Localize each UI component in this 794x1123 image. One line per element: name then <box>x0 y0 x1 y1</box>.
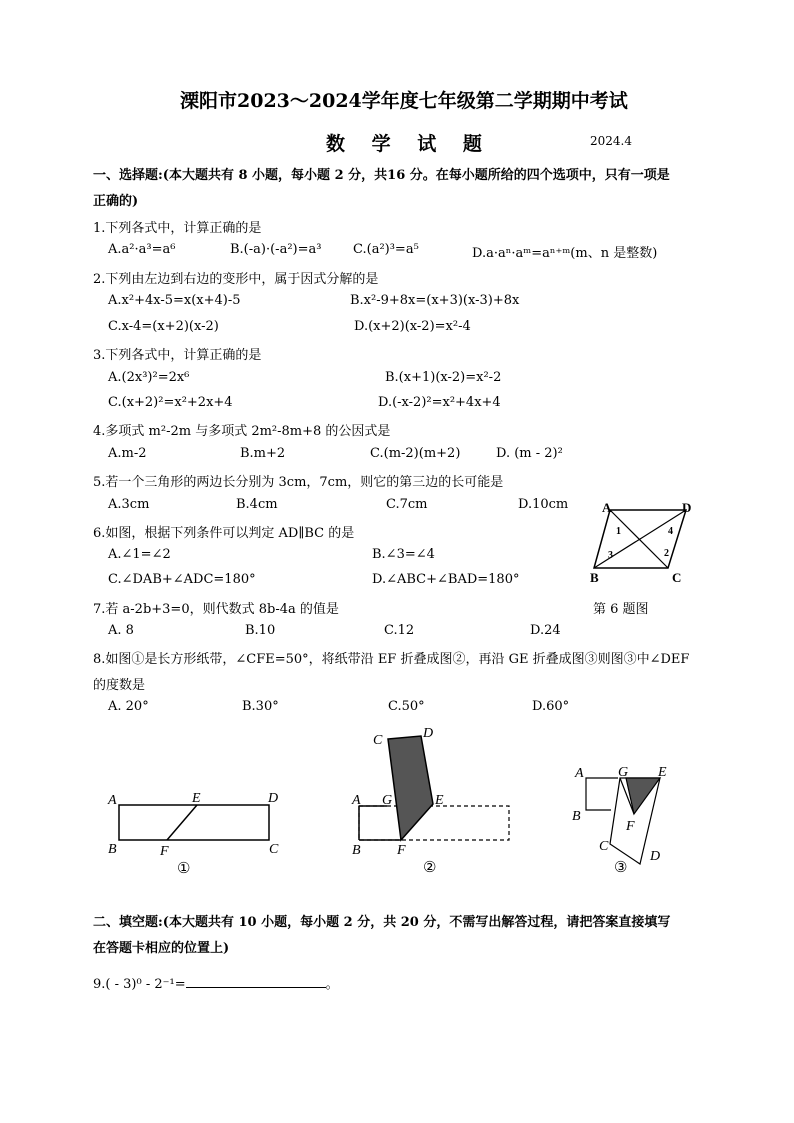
q3-option-d: D.(-x-2)²=x²+4x+4 <box>378 395 501 410</box>
q8-stem-cont: 的度数是 <box>93 678 146 693</box>
q5-option-d: D.10cm <box>518 497 569 512</box>
q6-option-c: C.∠DAB+∠ADC=180° <box>108 572 256 587</box>
fold-line-ef <box>167 805 197 840</box>
section1-heading: 一、选择题:(本大题共有 8 小题，每小题 2 分，共16 分。在每小题所给的四个选项中，只有一项是 <box>93 168 670 183</box>
q8-stem: 8.如图①是长方形纸带，∠CFE=50°，将纸带沿 EF 折叠成图②，再沿 GE 折叠成图③则图③中∠DEF <box>93 652 690 667</box>
q1-option-d: D.a·aⁿ·aᵐ=aⁿ⁺ᵐ(m、n 是整数) <box>472 246 658 261</box>
fig1-label-d: D <box>268 791 279 806</box>
q6-option-b: B.∠3=∠4 <box>372 547 435 562</box>
fig2-label-c: C <box>373 733 383 748</box>
q2-option-a: A.x²+4x-5=x(x+4)-5 <box>108 293 241 308</box>
q8-option-d: D.60° <box>532 699 570 714</box>
q8-option-a: A. 20° <box>108 699 149 714</box>
fig2-label-e: E <box>435 793 444 808</box>
q6-angle-3: 3 <box>608 550 613 561</box>
q1-stem: 1.下列各式中，计算正确的是 <box>93 221 262 236</box>
q6-label-c: C <box>672 570 682 585</box>
q8-option-b: B.30° <box>242 699 279 714</box>
fig2-label-a: A <box>352 793 361 808</box>
section2-heading-cont: 在答题卡相应的位置上) <box>93 941 230 956</box>
q2-option-b: B.x²-9+8x=(x+3)(x-3)+8x <box>350 293 520 308</box>
q6-label-d: D <box>682 500 692 515</box>
q6-stem: 6.如图，根据下列条件可以判定 AD∥BC 的是 <box>93 526 355 541</box>
q6-label-a: A <box>602 500 612 515</box>
q1-option-a: A.a²·a³=a⁶ <box>108 242 176 257</box>
q5-option-b: B.4cm <box>236 497 278 512</box>
exam-title: 溧阳市2023～2024学年度七年级第二学期期中考试 <box>180 90 628 112</box>
q7-option-d: D.24 <box>530 623 561 638</box>
q2-option-c: C.x-4=(x+2)(x-2) <box>108 319 219 334</box>
q3-option-c: C.(x+2)²=x²+2x+4 <box>108 395 233 410</box>
fig1-label-b: B <box>108 842 117 857</box>
fig3-label-a: A <box>575 766 584 781</box>
q4-option-d: D. (m - 2)² <box>496 446 563 461</box>
q5-option-c: C.7cm <box>386 497 428 512</box>
q9-answer-blank[interactable] <box>186 975 326 988</box>
paper-strip <box>119 805 269 840</box>
q6-angle-1: 1 <box>616 526 621 537</box>
q8-figure-1 <box>105 785 295 880</box>
q1-option-c: C.(a²)³=a⁵ <box>353 242 419 257</box>
q8-option-c: C.50° <box>388 699 425 714</box>
q6-figure-caption: 第 6 题图 <box>593 602 649 617</box>
fig3-label-b: B <box>572 809 581 824</box>
fig3-number: ③ <box>614 860 628 876</box>
q5-option-a: A.3cm <box>108 497 150 512</box>
fig3-label-e: E <box>658 765 667 780</box>
fig2-label-d: D <box>423 726 434 741</box>
q7-stem: 7.若 a-2b+3=0，则代数式 8b-4a 的值是 <box>93 602 339 617</box>
fig3-label-f: F <box>626 819 635 834</box>
q6-label-b: B <box>590 570 599 585</box>
fig2-label-b: B <box>352 843 361 858</box>
q9-end: 。 <box>325 977 339 992</box>
q6-angle-4: 4 <box>668 526 673 537</box>
q6-option-d: D.∠ABC+∠BAD=180° <box>372 572 520 587</box>
q3-option-b: B.(x+1)(x-2)=x²-2 <box>385 370 502 385</box>
q6-figure <box>590 498 700 588</box>
fig2-number: ② <box>423 860 437 876</box>
strip-outline-dashed <box>359 806 509 840</box>
q6-option-a: A.∠1=∠2 <box>108 547 171 562</box>
fig1-label-a: A <box>108 793 117 808</box>
fig3-label-g: G <box>618 765 629 780</box>
q9-stem: 9.( - 3)⁰ - 2⁻¹= <box>93 977 186 992</box>
q8-figure-3 <box>568 762 698 880</box>
q4-stem: 4.多项式 m²-2m 与多项式 2m²-8m+8 的公因式是 <box>93 424 391 439</box>
fig3-label-c: C <box>599 839 609 854</box>
strip-remnant <box>586 778 618 810</box>
q1-option-b: B.(-a)·(-a²)=a³ <box>230 242 322 257</box>
fig1-label-c: C <box>269 842 279 857</box>
q2-option-d: D.(x+2)(x-2)=x²-4 <box>354 319 471 334</box>
exam-date: 2024.4 <box>590 134 632 148</box>
q6-angle-2: 2 <box>664 548 669 559</box>
q7-option-a: A. 8 <box>108 623 134 638</box>
q8-figure-2 <box>345 722 515 880</box>
fig1-label-e: E <box>192 791 201 806</box>
section2-heading: 二、填空题:(本大题共有 10 小题，每小题 2 分，共 20 分，不需写出解答过程，请把答案直接填写 <box>93 915 671 930</box>
fig1-number: ① <box>177 861 191 877</box>
q4-option-b: B.m+2 <box>240 446 286 461</box>
q2-stem: 2.下列由左边到右边的变形中，属于因式分解的是 <box>93 272 379 287</box>
q4-option-a: A.m-2 <box>108 446 147 461</box>
fig2-label-f: F <box>397 843 406 858</box>
folded-part <box>388 736 433 840</box>
page-subtitle: 数 学 试 题 <box>326 133 492 155</box>
q5-stem: 5.若一个三角形的两边长分别为 3cm，7cm，则它的第三边的长可能是 <box>93 475 504 490</box>
q4-option-c: C.(m-2)(m+2) <box>370 446 461 461</box>
q7-option-b: B.10 <box>245 623 276 638</box>
fig1-label-f: F <box>160 844 169 859</box>
section1-heading-cont: 正确的) <box>93 194 139 209</box>
fig2-label-g: G <box>382 793 393 808</box>
q3-stem: 3.下列各式中，计算正确的是 <box>93 348 262 363</box>
q7-option-c: C.12 <box>384 623 415 638</box>
q9-line <box>93 973 339 992</box>
q3-option-a: A.(2x³)²=2x⁶ <box>108 370 190 385</box>
fig3-label-d: D <box>650 849 661 864</box>
